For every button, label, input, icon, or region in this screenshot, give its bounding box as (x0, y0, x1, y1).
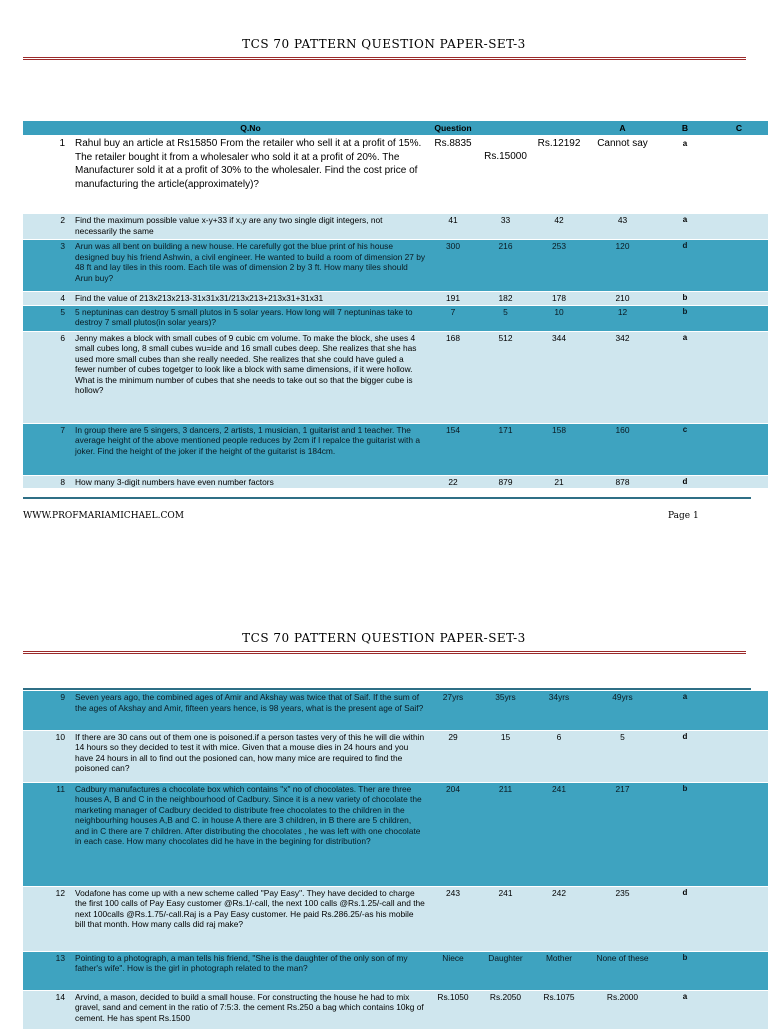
table-header (23, 121, 768, 136)
option-b: 33 (478, 214, 533, 240)
option-c: 6 (533, 730, 585, 782)
question-number: 1 (23, 136, 73, 214)
option-a: 22 (428, 475, 478, 489)
answer: d (660, 730, 710, 782)
question-text: How many 3-digit numbers have even number factors (73, 475, 428, 489)
question-text: 5 neptuninas can destroy 5 small plutos in 5 solar years. How long will 7 neptuninas take to destroy 7 small plutos(in solar years)? (73, 305, 428, 331)
option-d: 210 (585, 292, 660, 306)
question-number: 6 (23, 331, 73, 423)
question-number: 3 (23, 240, 73, 292)
option-c: 34yrs (533, 691, 585, 730)
question-number: 4 (23, 292, 73, 306)
option-c: 241 (533, 782, 585, 886)
question-text: In group there are 5 singers, 3 dancers, 2 artists, 1 musician, 1 guitarist and 1 teacher. The average height of the above mentioned people reduces by 2cm if I repalce the guitarist with a joker. Find the height of the joker if the height of the guitarist is 184cm. (73, 423, 428, 475)
answer: a (660, 136, 710, 214)
option-b: 879 (478, 475, 533, 489)
question-text: Jenny makes a block with small cubes of 9 cubic cm volume. To make the block, she uses 4 small cubes long, 8 small cubes wu=ide and 16 small cubes deep. She realizes that she has used more small cubes than she really needed. She realizes that she could have guled a fewer number of cubes togetger to look like a block with same dimensions, if it were hollow. What is the minimum number of cubes that she needs to take out so that the bigger cube is hollow? (73, 331, 428, 423)
question-text: Find the maximum possible value x-y+33 if x,y are any two single digit integers, not necessarily the same (73, 214, 428, 240)
question-number: 14 (23, 990, 73, 1029)
answer: a (660, 214, 710, 240)
answer: d (660, 240, 710, 292)
option-c: 10 (533, 305, 585, 331)
page-title: TCS 70 PATTERN QUESTION PAPER-SET-3 (242, 37, 526, 51)
table-row (23, 214, 768, 240)
option-d: 160 (585, 423, 660, 475)
option-c: 21 (533, 475, 585, 489)
question-table-page1 (23, 121, 768, 489)
option-a: 7 (428, 305, 478, 331)
answer: b (660, 305, 710, 331)
table-row (23, 951, 768, 990)
answer: a (660, 990, 710, 1029)
table-row (23, 782, 768, 886)
option-b: 211 (478, 782, 533, 886)
option-a: 204 (428, 782, 478, 886)
option-d: 217 (585, 782, 660, 886)
table-top-rule (23, 688, 751, 690)
option-b: 5 (478, 305, 533, 331)
table-row (23, 240, 768, 292)
option-c: 178 (533, 292, 585, 306)
answer: c (660, 423, 710, 475)
title-rule (23, 651, 746, 654)
header-a: A (585, 121, 660, 136)
page-title: TCS 70 PATTERN QUESTION PAPER-SET-3 (242, 631, 526, 645)
header-b: B (660, 121, 710, 136)
option-d: 235 (585, 886, 660, 951)
option-d: None of these (585, 951, 660, 990)
table-row (23, 292, 768, 306)
question-text: Cadbury manufactures a chocolate box which contains "x" no of chocolates. Ther are three houses A, B and C in the neighbourhood of Cadbury. Since it is a new variety of chocolate the marketing manager of Cadbury decided to distribute free chocolates to the children in the neighbourhing houses A,B and C. in house A there are 3 children, in B there are 5 children, and in C there are 7 children. After distributing the chocolates , he was left with one chocolate in each case. How many chocolates did he have in the begining for distribution? (73, 782, 428, 886)
option-d: 878 (585, 475, 660, 489)
table-row (23, 730, 768, 782)
footer-page-number: Page 1 (668, 511, 699, 521)
question-number: 9 (23, 691, 73, 730)
option-d: Cannot say (585, 136, 660, 214)
option-c: Rs.1075 (533, 990, 585, 1029)
question-number: 8 (23, 475, 73, 489)
option-c: 158 (533, 423, 585, 475)
option-c: 253 (533, 240, 585, 292)
option-a: 191 (428, 292, 478, 306)
option-b: Rs.15000 (478, 136, 533, 214)
option-b: Daughter (478, 951, 533, 990)
answer: a (660, 331, 710, 423)
option-a: 154 (428, 423, 478, 475)
option-d: 120 (585, 240, 660, 292)
question-text: Arvind, a mason, decided to build a small house. For constructing the house he had to mix gravel, sand and cement in the ratio of 7:5:3. the cement Rs.250 a bag which contains 10kg of cement. He has spent Rs.1500 (73, 990, 428, 1029)
table-row (23, 475, 768, 489)
table-row (23, 423, 768, 475)
answer: b (660, 292, 710, 306)
table-row (23, 691, 768, 730)
question-text: Seven years ago, the combined ages of Amir and Akshay was twice that of Saif. If the sum of the ages of Akshay and Amir, fifteen years hence, is 98 years, what is the present age of Saif? (73, 691, 428, 730)
option-c: 42 (533, 214, 585, 240)
option-a: Niece (428, 951, 478, 990)
answer: d (660, 475, 710, 489)
table-row (23, 886, 768, 951)
option-a: 168 (428, 331, 478, 423)
option-a: 29 (428, 730, 478, 782)
title-rule (23, 57, 746, 60)
option-b: 216 (478, 240, 533, 292)
option-a: 300 (428, 240, 478, 292)
footer-website: WWW.PROFMARIAMICHAEL.COM (23, 511, 184, 521)
option-a: 27yrs (428, 691, 478, 730)
option-a: Rs.8835 (428, 136, 478, 214)
option-b: 35yrs (478, 691, 533, 730)
option-b: 182 (478, 292, 533, 306)
table-bottom-rule (23, 497, 751, 499)
option-c: Mother (533, 951, 585, 990)
question-number: 11 (23, 782, 73, 886)
option-a: Rs.1050 (428, 990, 478, 1029)
question-text: Pointing to a photograph, a man tells his friend, "She is the daughter of the only son of my father's wife". How is the girl in photograph related to the man? (73, 951, 428, 990)
option-b: 171 (478, 423, 533, 475)
option-c: Rs.12192 (533, 136, 585, 214)
header-qno: Q.No (73, 121, 428, 136)
table-row (23, 990, 768, 1029)
table-row (23, 331, 768, 423)
question-text: Arun was all bent on building a new house. He carefully got the blue print of his house designed buy his friend Ashwin, a civil engineer. He wanted to build a room of dimension 27 by 48 ft and lay tiles in this room. Each tile was of dimension 2 by 3 ft. How many tiles should Arun buy? (73, 240, 428, 292)
question-number: 12 (23, 886, 73, 951)
question-number: 7 (23, 423, 73, 475)
header-c: C (710, 121, 768, 136)
answer: d (660, 886, 710, 951)
option-d: 5 (585, 730, 660, 782)
header-question: Question (428, 121, 478, 136)
question-number: 2 (23, 214, 73, 240)
option-b: 15 (478, 730, 533, 782)
option-a: 243 (428, 886, 478, 951)
question-number: 13 (23, 951, 73, 990)
table-row (23, 305, 768, 331)
option-b: 512 (478, 331, 533, 423)
option-c: 344 (533, 331, 585, 423)
answer: b (660, 782, 710, 886)
option-a: 41 (428, 214, 478, 240)
question-number: 5 (23, 305, 73, 331)
option-d: 49yrs (585, 691, 660, 730)
option-c: 242 (533, 886, 585, 951)
question-text: If there are 30 cans out of them one is poisoned.if a person tastes very of this he will die within 14 hours so they decided to test it with mice. Given that a mouse dies in 24 hours and you have 24 hours in all to find out the posioned can, how many mice are required to find the poisoned can? (73, 730, 428, 782)
option-d: 43 (585, 214, 660, 240)
table-row (23, 136, 768, 214)
option-b: Rs.2050 (478, 990, 533, 1029)
question-table-page2 (23, 691, 768, 1030)
question-text: Find the value of 213x213x213-31x31x31/213x213+213x31+31x31 (73, 292, 428, 306)
answer: a (660, 691, 710, 730)
option-d: 12 (585, 305, 660, 331)
option-b: 241 (478, 886, 533, 951)
question-text: Rahul buy an article at Rs15850 From the retailer who sell it at a profit of 15%. The retailer bought it from a wholesaler who sold it at a profit of 20%. The Manufacturer sold it at a profit of 30% to the wholesaler. Find the cost price of manufacturing the article(approximately)? (73, 136, 428, 214)
answer: b (660, 951, 710, 990)
question-text: Vodafone has come up with a new scheme called "Pay Easy". They have decided to charge the first 100 calls of Pay Easy customer @Rs.1/-call, the next 100 calls @Rs.1.25/-call and the next 100calls @Rs.1.75/-call.Raj is a Pay Easy customer. He paid Rs.286.25/-as his mobile bill that month. How many calls did raj make? (73, 886, 428, 951)
option-d: 342 (585, 331, 660, 423)
question-number: 10 (23, 730, 73, 782)
option-d: Rs.2000 (585, 990, 660, 1029)
